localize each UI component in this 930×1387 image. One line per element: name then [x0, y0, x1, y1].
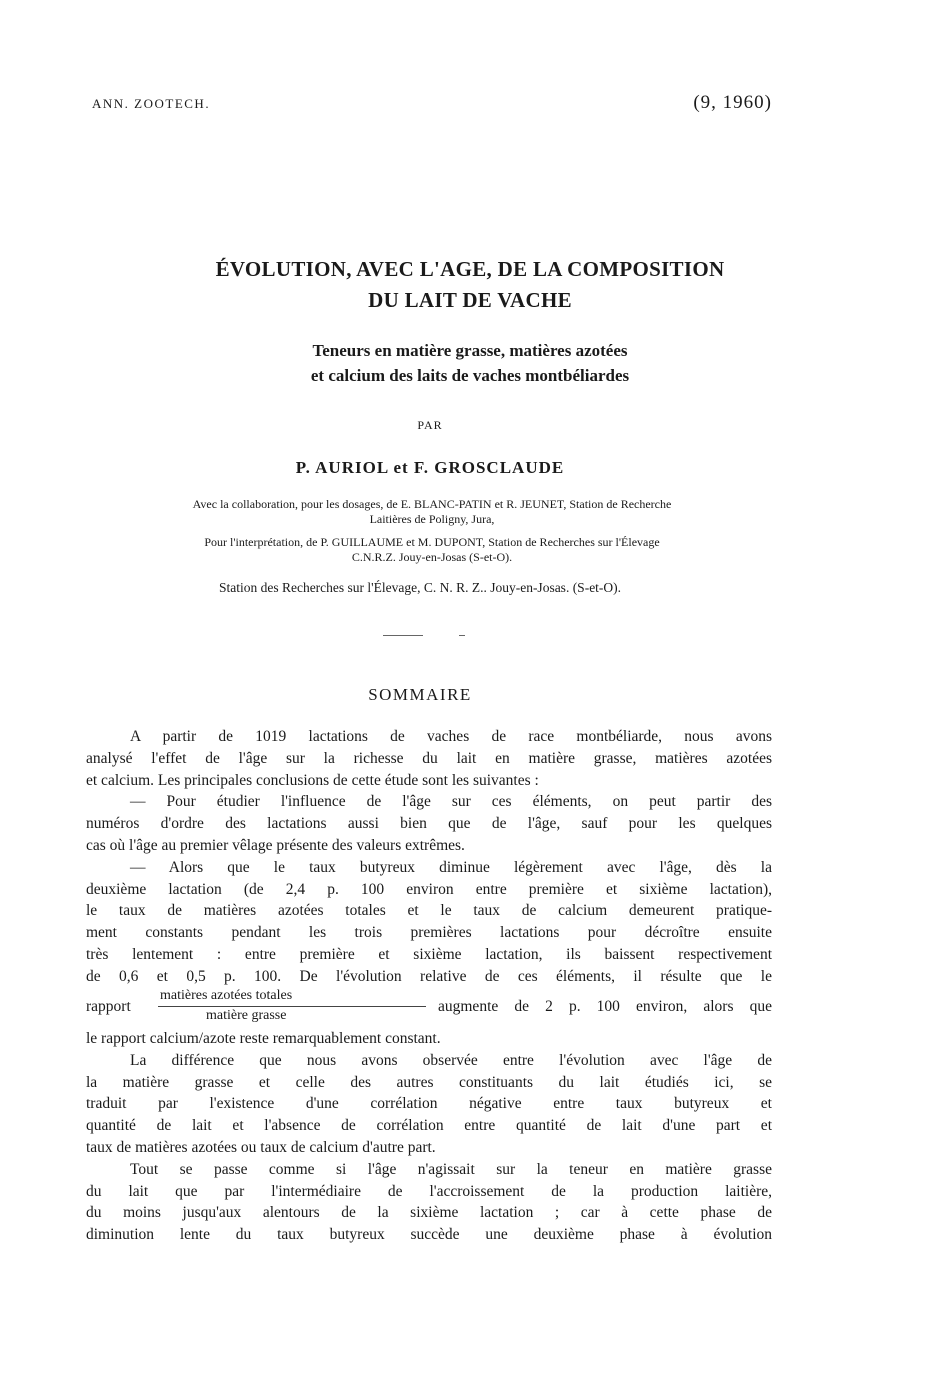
rule-segment [383, 635, 423, 636]
text-line: le taux de matières azotées totales et le taux de calcium demeurent pratique- [86, 902, 772, 920]
article-title [100, 254, 840, 316]
text-line: analysé l'effet de l'âge sur la richesse du lait en matière grasse, matières azotées [86, 749, 772, 767]
text-line: diminution lente du taux butyreux succède une deuxième phase à évolution [86, 1226, 772, 1244]
text-line: la matière grasse et celle des autres constituants du lait étudiés ici, se [86, 1073, 772, 1091]
fraction-bar [158, 1006, 426, 1007]
ratio-denominator: matière grasse [206, 1008, 287, 1023]
text-line: très lentement : entre première et sixième lactation, ils baissent respectivement [86, 946, 772, 963]
text-line: deuxième lactation (de 2,4 p. 100 environ entre première et sixième lactation), [86, 880, 772, 898]
title-line-1: ÉVOLUTION, AVEC L'AGE, DE LA COMPOSITION [215, 257, 725, 281]
authors: P. AURIOL et F. GROSCLAUDE [295, 458, 565, 477]
page-header [92, 92, 772, 116]
text-line: taux de matières azotées ou taux de calcium d'autre part. [86, 1139, 436, 1156]
subtitle-line-1: Teneurs en matière grasse, matières azotées [312, 341, 628, 360]
collaboration-interpretation [92, 535, 772, 565]
text-line: — Pour étudier l'influence de l'âge sur ces éléments, on peut partir des [130, 793, 772, 811]
ratio-formula [86, 988, 772, 1028]
journal-name: ANN. ZOOTECH. [92, 96, 211, 111]
text-line: numéros d'ordre des lactations aussi bien que de l'âge, sauf pour les quelques [86, 815, 772, 833]
ratio-label: rapport [86, 998, 131, 1015]
text-line: — Alors que le taux butyreux diminue légèrement avec l'âge, dès la [130, 858, 772, 876]
text-line: du lait que par l'intermédiaire de l'accroissement de la production laitière, [86, 1182, 772, 1200]
text-line: et calcium. Les principales conclusions de cette étude sont les suivantes : [86, 771, 539, 789]
collab-line: C.N.R.Z. Jouy-en-Josas (S-et-O). [351, 550, 513, 564]
affiliation: Station des Recherches sur l'Élevage, C. N. R. Z.. Jouy-en-Josas. (S-et-O). [218, 580, 622, 595]
text-line: cas où l'âge au premier vêlage présente des valeurs extrêmes. [86, 837, 465, 854]
text-line: le rapport calcium/azote reste remarquablement constant. [86, 1030, 441, 1047]
text-line: ment constants pendant les trois premières lactations pour décroître ensuite [86, 924, 772, 942]
collab-line: Pour l'interprétation, de P. GUILLAUME et M. DUPONT, Station de Recherches sur l'Élevage [204, 535, 660, 549]
volume-number: (9, 1960) [693, 92, 772, 113]
ratio-numerator: matières azotées totales [160, 988, 293, 1003]
text-line: quantité de lait et l'absence de corrélation entre quantité de lait d'une part et [86, 1117, 772, 1135]
article-subtitle [100, 338, 840, 388]
text-line: traduit par l'existence d'une corrélation négative entre taux butyreux et [86, 1095, 772, 1113]
rule-segment [459, 635, 465, 636]
title-line-2: DU LAIT DE VACHE [368, 288, 572, 312]
collab-line: Laitières de Poligny, Jura, [369, 512, 495, 526]
byline-par: PAR [417, 418, 443, 432]
text-line: A partir de 1019 lactations de vaches de race montbéliarde, nous avons [130, 728, 772, 745]
ratio-continuation: augmente de 2 p. 100 environ, alors que [438, 998, 772, 1015]
text-line: du moins jusqu'aux alentours de la sixième lactation ; car à cette phase de [86, 1204, 772, 1222]
collaboration-dosages [92, 497, 772, 527]
text-line: de 0,6 et 0,5 p. 100. De l'évolution relative de ces éléments, il résulte que le [86, 967, 772, 985]
section-heading: SOMMAIRE [368, 685, 472, 704]
collab-line: Avec la collaboration, pour les dosages, de E. BLANC-PATIN et R. JEUNET, Station de Recherche [192, 497, 672, 511]
fraction-paragraph [86, 988, 772, 1028]
text-line: La différence que nous avons observée entre l'évolution avec l'âge de [130, 1051, 772, 1069]
subtitle-line-2: et calcium des laits de vaches montbéliardes [310, 366, 630, 385]
text-line: Tout se passe comme si l'âge n'agissait sur la teneur en matière grasse [130, 1160, 772, 1178]
